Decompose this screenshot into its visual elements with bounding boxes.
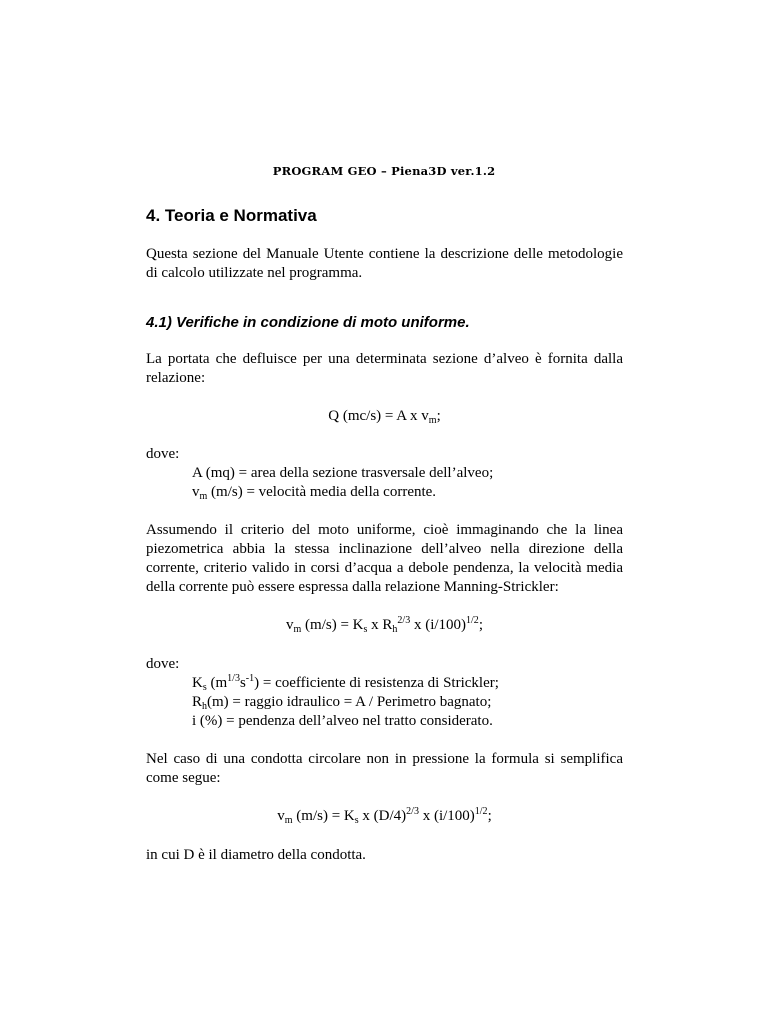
definition-velocity-sub: m	[199, 491, 208, 502]
paragraph-moto-uniforme: Assumendo il criterio del moto uniforme, cioè immaginando che la linea piezometrica abbia la stessa inclinazione dell’alveo nella direzione della corrente, criterio valido in corsi d’acqua a debole pendenza, la velocità media della corrente può essere espressa dalla relazione Manning-Strickler:	[146, 522, 623, 595]
definition-slope: i (%) = pendenza dell’alveo nel tratto considerato.	[192, 713, 493, 729]
formula-portata-lhs: Q (mc/s) = A x v	[328, 408, 429, 424]
cc-end: ;	[487, 808, 492, 824]
definition-velocity-text: (m/s) = velocità media della corrente.	[207, 484, 437, 500]
definitions-strickler	[146, 655, 623, 731]
cc-part2: x (D/4)	[358, 808, 407, 824]
paragraph-diametro: in cui D è il diametro della condotta.	[146, 847, 366, 863]
formula-portata	[146, 407, 623, 426]
cc-part1: (m/s) = K	[292, 808, 355, 824]
cc-v: v	[277, 808, 285, 824]
section-intro: Questa sezione del Manuale Utente contiene la descrizione delle metodologie di calcolo utilizzate nel programma.	[146, 246, 623, 281]
ms-v-sub: m	[293, 624, 302, 635]
formula-portata-end: ;	[436, 408, 441, 424]
paragraph-condotta: Nel caso di una condotta circolare non in pressione la formula si semplifica come segue:	[146, 751, 623, 786]
formula-portata-sub: m	[428, 415, 437, 426]
def-k-sub: s	[202, 682, 207, 693]
ms-v: v	[286, 617, 294, 633]
def-k-rest: ) = coefficiente di resistenza di Strickler;	[254, 675, 499, 691]
def-r-sub: h	[202, 701, 208, 712]
cc-v-sub: m	[284, 815, 293, 826]
def-s-sup: -1	[245, 673, 255, 684]
def-r-rest: (m) = raggio idraulico = A / Perimetro bagnato;	[207, 694, 492, 710]
definitions-portata	[146, 445, 623, 502]
cc-k-sub: s	[354, 815, 359, 826]
cc-d-sup: 2/3	[406, 806, 419, 817]
dove-label: dove:	[146, 446, 180, 462]
formula-manning-strickler	[146, 616, 623, 635]
def-r: R	[192, 694, 203, 710]
paragraph-portata: La portata che defluisce per una determinata sezione d’alveo è fornita dalla relazione:	[146, 351, 623, 386]
subsection-title: 4.1) Verifiche in condizione di moto uniforme.	[146, 314, 470, 331]
definition-velocity-symbol: v	[192, 484, 200, 500]
cc-i-sup: 1/2	[474, 806, 488, 817]
ms-end: ;	[478, 617, 483, 633]
ms-k-sub: s	[363, 624, 368, 635]
section-title: 4. Teoria e Normativa	[146, 206, 317, 225]
ms-part2: x R	[367, 617, 393, 633]
ms-r-sub: h	[392, 624, 398, 635]
page-header: PROGRAM GEO – Piena3D ver.1.2	[272, 164, 496, 178]
def-s: s	[239, 675, 246, 691]
cc-part3: x (i/100)	[418, 808, 475, 824]
definition-velocity	[146, 483, 623, 502]
dove-label-2: dove:	[146, 656, 180, 672]
formula-condotta-circolare	[146, 807, 623, 826]
ms-i-sup: 1/2	[466, 615, 479, 626]
def-k: K	[192, 675, 203, 691]
document-body	[146, 204, 623, 884]
definition-strickler-coefficient	[146, 674, 623, 693]
definition-area: A (mq) = area della sezione trasversale dell’alveo;	[192, 465, 494, 481]
def-k-open: (m	[206, 675, 228, 691]
ms-part3: x (i/100)	[410, 617, 467, 633]
ms-r-sup: 2/3	[397, 615, 411, 626]
ms-part1: (m/s) = K	[301, 617, 364, 633]
definition-hydraulic-radius	[146, 693, 623, 712]
def-m-sup: 1/3	[227, 673, 240, 684]
